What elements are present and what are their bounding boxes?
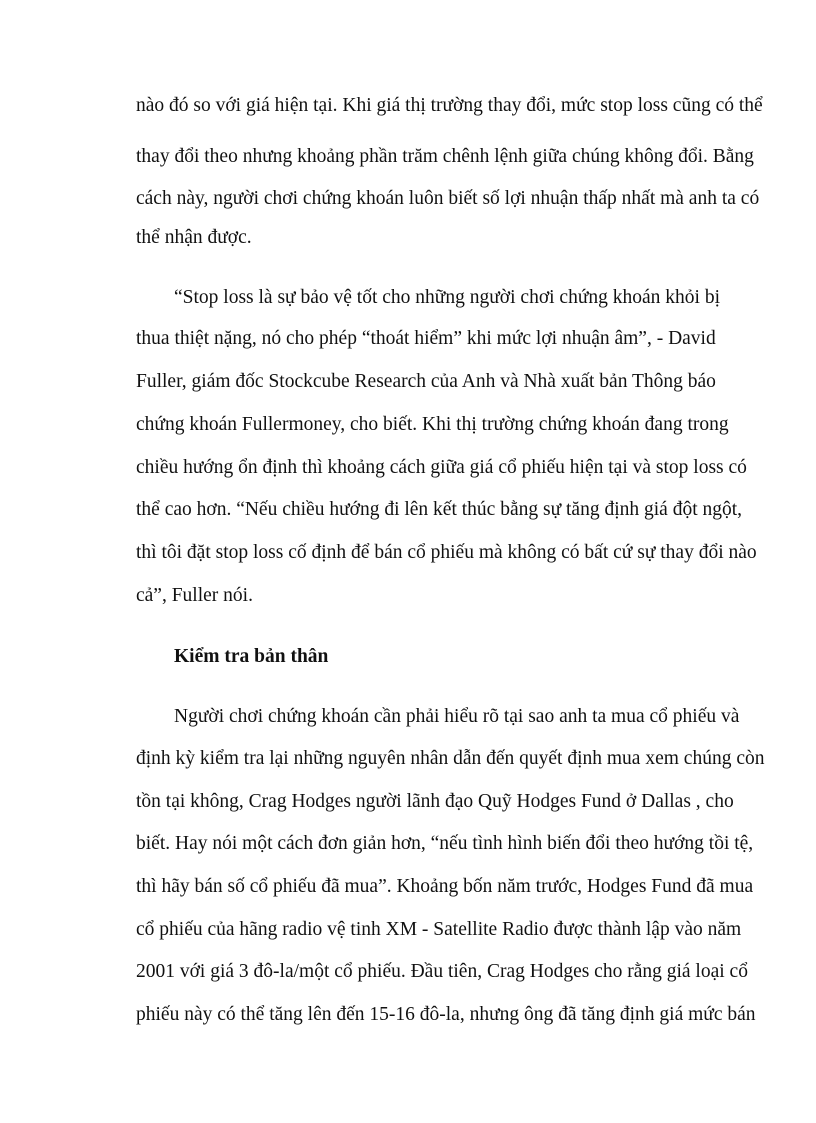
paragraph-3-line-2: định kỳ kiểm tra lại những nguyên nhân dẫn đến quyết định mua xem chúng còn: [136, 748, 765, 769]
paragraph-3-line-1: Người chơi chứng khoán cần phải hiểu rõ tại sao anh ta mua cổ phiếu và: [174, 706, 740, 727]
paragraph-1-line-1: nào đó so với giá hiện tại. Khi giá thị trường thay đổi, mức stop loss cũng có thể: [136, 95, 763, 116]
paragraph-1-line-4: thể nhận được.: [136, 227, 252, 248]
paragraph-2-line-8: cả”, Fuller nói.: [136, 585, 253, 606]
section-heading: Kiểm tra bản thân: [174, 646, 329, 667]
paragraph-2-line-5: chiều hướng ổn định thì khoảng cách giữa giá cổ phiếu hiện tại và stop loss có: [136, 457, 747, 478]
paragraph-2-line-1: “Stop loss là sự bảo vệ tốt cho những người chơi chứng khoán khỏi bị: [174, 287, 721, 308]
paragraph-3-line-8: phiếu này có thể tăng lên đến 15-16 đô-la, nhưng ông đã tăng định giá mức bán: [136, 1004, 756, 1025]
paragraph-3-line-6: cổ phiếu của hãng radio vệ tinh XM - Satellite Radio được thành lập vào năm: [136, 919, 742, 940]
paragraph-2-line-3: Fuller, giám đốc Stockcube Research của Anh và Nhà xuất bản Thông báo: [136, 371, 716, 392]
paragraph-3-line-7: 2001 với giá 3 đô-la/một cổ phiếu. Đầu tiên, Crag Hodges cho rằng giá loại cổ: [136, 961, 748, 982]
paragraph-2-line-6: thể cao hơn. “Nếu chiều hướng đi lên kết thúc bằng sự tăng định giá đột ngột,: [136, 499, 743, 520]
paragraph-3-line-4: biết. Hay nói một cách đơn giản hơn, “nếu tình hình biến đổi theo hướng tồi tệ,: [136, 833, 754, 854]
paragraph-3-line-5: thì hãy bán số cổ phiếu đã mua”. Khoảng bốn năm trước, Hodges Fund đã mua: [136, 876, 754, 897]
paragraph-2-line-2: thua thiệt nặng, nó cho phép “thoát hiểm” khi mức lợi nhuận âm”, - David: [136, 328, 716, 349]
paragraph-3-line-3: tồn tại không, Crag Hodges người lãnh đạo Quỹ Hodges Fund ở Dallas , cho: [136, 791, 734, 812]
paragraph-1-line-2: thay đổi theo nhưng khoảng phần trăm chênh lệnh giữa chúng không đổi. Bằng: [136, 146, 754, 167]
paragraph-1-line-3: cách này, người chơi chứng khoán luôn biết số lợi nhuận thấp nhất mà anh ta có: [136, 188, 760, 209]
paragraph-2-line-7: thì tôi đặt stop loss cố định để bán cổ phiếu mà không có bất cứ sự thay đổi nào: [136, 542, 757, 563]
paragraph-2-line-4: chứng khoán Fullermoney, cho biết. Khi thị trường chứng khoán đang trong: [136, 414, 729, 435]
